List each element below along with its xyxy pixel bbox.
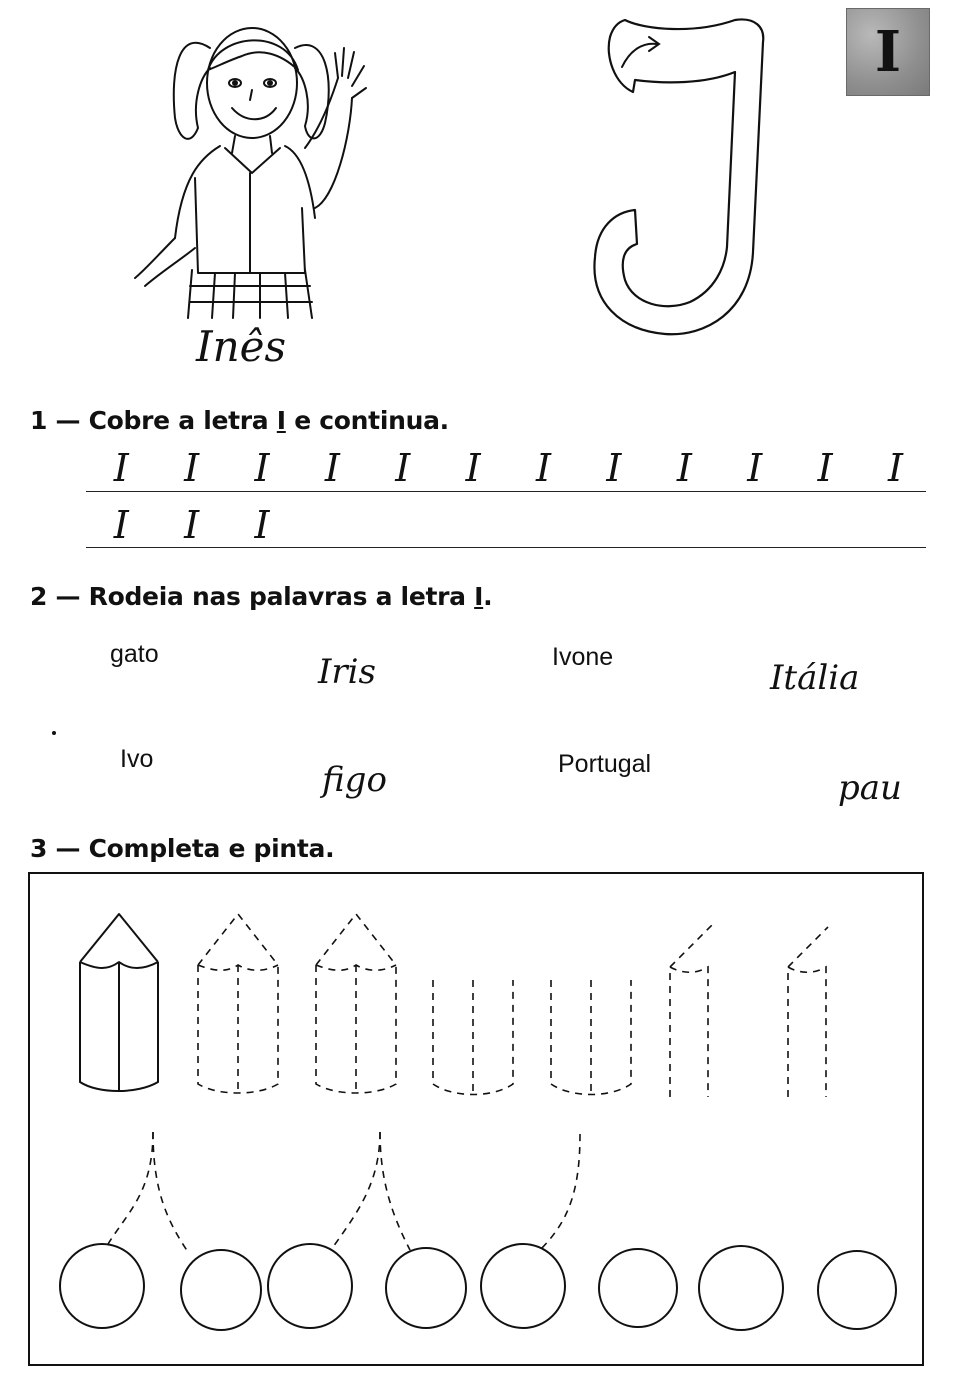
word-figo[interactable]: figo [322, 760, 387, 800]
exercise-2-text-after: . [483, 582, 493, 611]
exercise-2-heading [30, 582, 492, 611]
trace-letter: I [747, 446, 763, 490]
cursive-letter-i-outline [585, 12, 775, 342]
word-pau[interactable]: pau [838, 768, 902, 808]
tracing-row-2 [86, 503, 297, 547]
exercise-2-letter: I [474, 582, 484, 611]
word-portugal[interactable]: Portugal [558, 750, 652, 778]
pencil-solid [80, 914, 158, 1091]
left-pigtail [174, 43, 210, 139]
girl-illustration [120, 8, 370, 328]
badge-letter: I [874, 19, 902, 85]
color-circles[interactable] [60, 1244, 896, 1330]
trace-letter: I [817, 446, 833, 490]
right-pigtail [295, 45, 329, 138]
circle [818, 1251, 896, 1329]
word-ivone[interactable]: Ivone [552, 643, 614, 671]
exercise-1-text-before: Cobre a letra [88, 406, 269, 435]
trace-letter: I [184, 446, 200, 490]
exercise-3-heading [30, 834, 334, 863]
exercise-3-dash: — [55, 834, 81, 863]
exercise-1-heading [30, 406, 449, 435]
pencil-partial-dashed[interactable] [670, 924, 713, 1097]
exercise-1-letter: I [276, 406, 286, 435]
trace-letter: I [184, 503, 200, 547]
circle [268, 1244, 352, 1328]
pencil-body-dashed[interactable] [433, 980, 513, 1095]
writing-line-2[interactable] [86, 547, 926, 548]
box-border [29, 873, 923, 1365]
exercise-2-dash: — [55, 582, 81, 611]
circle [599, 1249, 677, 1327]
pencil-body-dashed[interactable] [551, 980, 631, 1095]
trace-letter: I [254, 446, 270, 490]
circle [60, 1244, 144, 1328]
pencil-partial-dashed[interactable] [788, 927, 828, 1097]
circle [481, 1244, 565, 1328]
stray-dot [52, 731, 56, 735]
exercise-3-text: Completa e pinta. [88, 834, 335, 863]
trace-letter: I [676, 446, 692, 490]
word-gato[interactable]: gato [110, 640, 159, 668]
trace-letter: I [254, 503, 270, 547]
circle [181, 1250, 261, 1330]
tracing-row-1 [86, 446, 931, 490]
exercise-3-box [28, 872, 926, 1368]
girl-name: Inês [196, 322, 287, 371]
exercise-1-text-after: e continua. [294, 406, 449, 435]
word-iris[interactable]: Iris [318, 652, 377, 692]
circle [699, 1246, 783, 1330]
exercise-3-number: 3 [30, 834, 48, 863]
exercise-1-number: 1 [30, 406, 48, 435]
letter-badge [846, 8, 930, 96]
trace-letter: I [113, 446, 129, 490]
trace-letter: I [113, 503, 129, 547]
dashed-branches[interactable] [108, 1132, 580, 1252]
direction-arrow-icon [622, 37, 659, 67]
exercise-1-dash: — [55, 406, 81, 435]
writing-line-1 [86, 491, 926, 492]
trace-letter: I [324, 446, 340, 490]
word-italia[interactable]: Itália [770, 658, 860, 698]
exercise-2-text-before: Rodeia nas palavras a letra [88, 582, 466, 611]
pencil-dashed[interactable] [198, 914, 278, 1093]
exercise-2-number: 2 [30, 582, 48, 611]
circle [386, 1248, 466, 1328]
trace-letter: I [465, 446, 481, 490]
pencil-dashed[interactable] [316, 914, 396, 1093]
word-ivo[interactable]: Ivo [120, 745, 154, 773]
trace-letter: I [536, 446, 552, 490]
trace-letter: I [395, 446, 411, 490]
trace-letter: I [887, 446, 903, 490]
trace-letter: I [606, 446, 622, 490]
